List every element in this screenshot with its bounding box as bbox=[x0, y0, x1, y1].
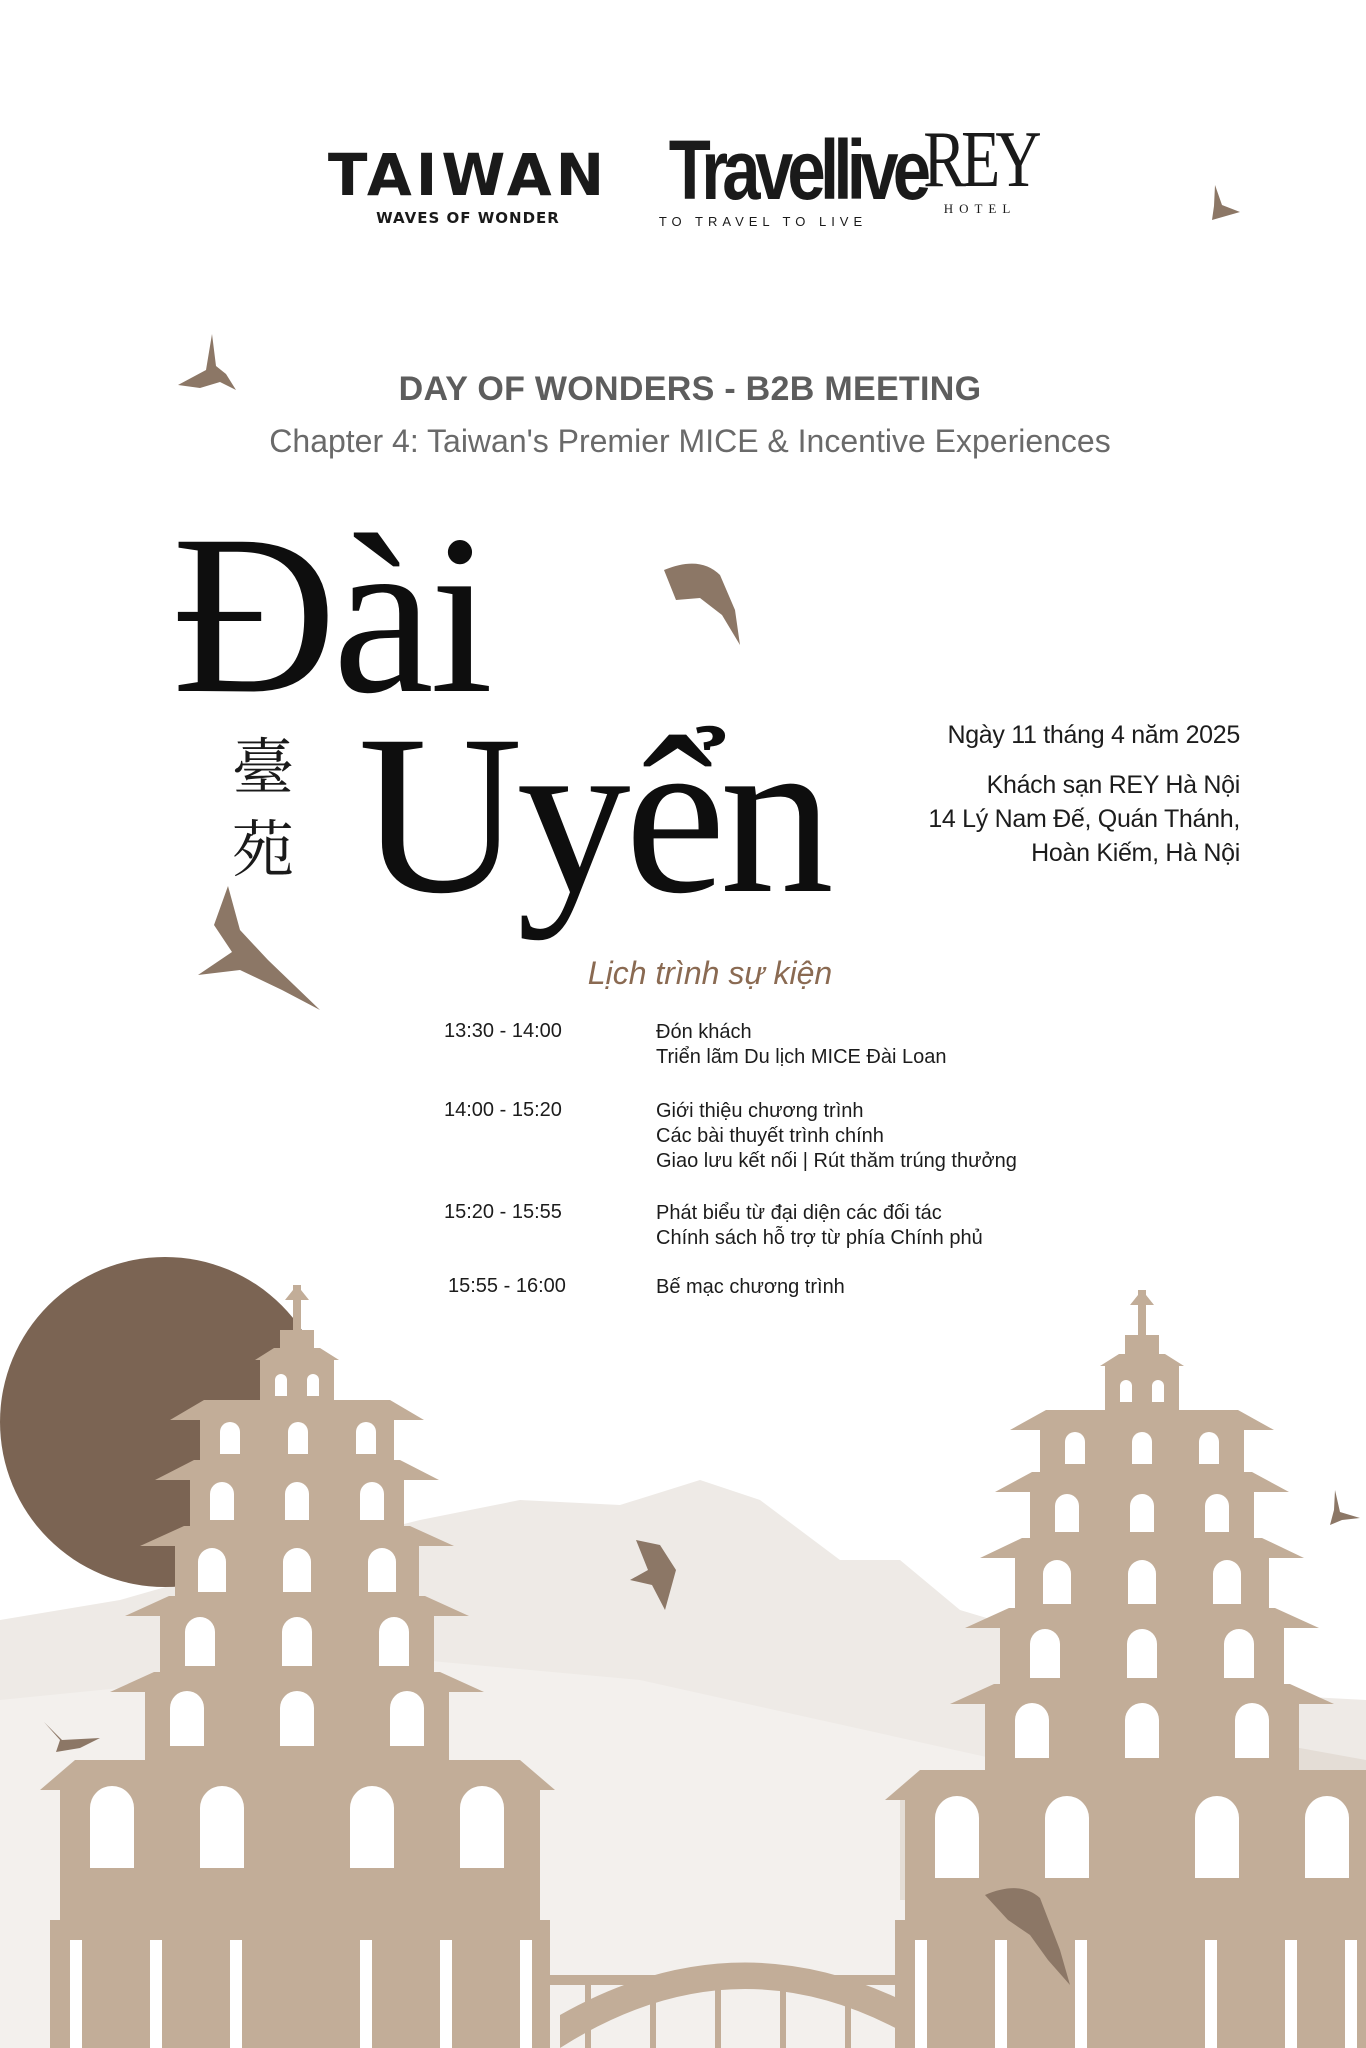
title-art-line2: Uyển bbox=[358, 689, 828, 941]
sun-circle bbox=[0, 1257, 330, 1587]
schedule-item: Giới thiệu chương trình bbox=[656, 1100, 864, 1122]
schedule-item: Các bài thuyết trình chính bbox=[656, 1125, 884, 1147]
arched-bridge bbox=[550, 1963, 930, 2048]
event-location bbox=[928, 768, 1240, 870]
bird-icon bbox=[985, 1888, 1070, 1985]
logo-travellive bbox=[648, 123, 926, 229]
bird-icon bbox=[1330, 1490, 1360, 1525]
logo-taiwan bbox=[318, 141, 618, 227]
schedule-item: Giao lưu kết nối | Rút thăm trúng thưởng bbox=[656, 1150, 1017, 1172]
venue-name: Khách sạn REY Hà Nội bbox=[986, 771, 1240, 799]
logo-travellive-tagline: TO TRAVEL TO LIVE bbox=[658, 214, 868, 229]
bird-icon bbox=[44, 1722, 100, 1752]
logo-taiwan-wordmark: TAIWAN bbox=[327, 141, 609, 209]
bird-icon bbox=[664, 564, 740, 645]
address-line-1: 14 Lý Nam Đế, Quán Thánh, bbox=[928, 805, 1240, 833]
schedule-time: 13:30 - 14:00 bbox=[444, 1020, 562, 1042]
schedule-time: 15:20 - 15:55 bbox=[444, 1201, 562, 1223]
schedule-item: Bế mạc chương trình bbox=[656, 1276, 845, 1298]
title-cjk-char-1: 臺 bbox=[232, 731, 295, 804]
schedule-time: 14:00 - 15:20 bbox=[444, 1099, 562, 1121]
schedule-item: Triển lãm Du lịch MICE Đài Loan bbox=[656, 1046, 947, 1068]
schedule-heading: Lịch trình sự kiện bbox=[587, 955, 833, 991]
bird-icon bbox=[630, 1540, 676, 1610]
event-subtitle: Chapter 4: Taiwan's Premier MICE & Incentive Experiences bbox=[269, 423, 1111, 459]
logo-rey-hotel bbox=[905, 115, 1055, 217]
event-date: Ngày 11 tháng 4 năm 2025 bbox=[947, 721, 1240, 749]
schedule-items bbox=[656, 1201, 983, 1251]
mountain-silhouette bbox=[0, 1480, 1366, 2048]
schedule-items bbox=[656, 1020, 946, 1070]
pagoda-left bbox=[40, 1285, 555, 2048]
schedule-time: 15:55 - 16:00 bbox=[448, 1275, 566, 1297]
logo-rey-wordmark: REY bbox=[923, 116, 1037, 204]
schedule-items bbox=[656, 1099, 1017, 1174]
schedule-item: Chính sách hỗ trợ từ phía Chính phủ bbox=[656, 1227, 983, 1249]
logo-taiwan-tagline: WAVES OF WONDER bbox=[376, 209, 560, 227]
logo-travellive-wordmark: Travellive bbox=[668, 123, 926, 217]
title-cjk-char-2: 苑 bbox=[232, 813, 295, 886]
pagoda-right bbox=[885, 1290, 1366, 2048]
event-title: DAY OF WONDERS - B2B MEETING bbox=[398, 370, 982, 408]
schedule-item: Đón khách bbox=[656, 1021, 752, 1043]
schedule-items bbox=[656, 1275, 845, 1300]
address-line-2: Hoàn Kiếm, Hà Nội bbox=[1031, 839, 1240, 867]
schedule-item: Phát biểu từ đại diện các đối tác bbox=[656, 1202, 942, 1224]
logo-rey-tagline: HOTEL bbox=[943, 201, 1017, 216]
bird-icon bbox=[1212, 185, 1240, 220]
title-art-line1: Đài bbox=[172, 489, 490, 741]
